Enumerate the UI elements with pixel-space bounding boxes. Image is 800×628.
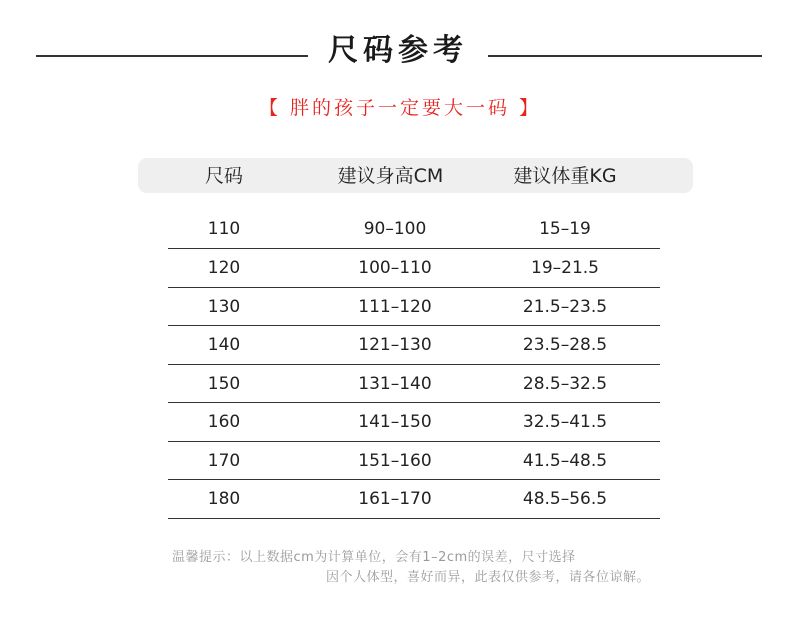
page-title: 尺码参考 (328, 33, 468, 68)
cell-size: 170 (207, 450, 241, 471)
cell-height: 100–110 (358, 258, 432, 278)
cell-height: 131–140 (358, 373, 432, 394)
cell-height: 121–130 (358, 335, 432, 355)
table-row (168, 365, 660, 404)
table-row (168, 403, 660, 442)
table-row (168, 210, 660, 249)
cell-weight: 32.5–41.5 (522, 412, 608, 432)
footnote (150, 548, 650, 588)
cell-weight: 19–21.5 (531, 258, 599, 278)
table-row (168, 480, 660, 519)
cell-size: 150 (207, 373, 241, 394)
cell-size: 180 (207, 489, 241, 509)
footnote-line-1: 温馨提示：以上数据cm为计算单位，会有1–2cm的误差，尺寸选择 (172, 550, 576, 565)
subtitle-note: 【 胖的孩子一定要大一码 】 (258, 97, 542, 119)
cell-size: 160 (207, 412, 241, 432)
cell-height: 151–160 (358, 450, 432, 471)
title-divider-right (488, 55, 762, 57)
cell-size: 140 (207, 335, 241, 355)
cell-weight: 41.5–48.5 (522, 450, 608, 471)
cell-weight: 15–19 (539, 219, 591, 239)
header-size: 尺码 (204, 165, 243, 187)
header-weight: 建议体重KG (513, 165, 617, 187)
cell-size: 120 (207, 258, 241, 278)
size-table (168, 210, 660, 519)
cell-weight: 23.5–28.5 (522, 335, 608, 355)
cell-height: 141–150 (358, 412, 432, 432)
table-header (138, 158, 693, 193)
cell-size: 110 (207, 219, 241, 239)
table-row (168, 442, 660, 481)
cell-height: 111–120 (358, 296, 432, 317)
title-divider-left (36, 55, 308, 57)
table-row (168, 249, 660, 288)
cell-height: 90–100 (363, 219, 427, 239)
cell-weight: 21.5–23.5 (522, 296, 608, 317)
footnote-line-2: 因个人体型，喜好而异，此表仅供参考，请各位谅解。 (325, 570, 650, 585)
table-row (168, 326, 660, 365)
cell-weight: 48.5–56.5 (522, 489, 608, 509)
title-row (36, 28, 762, 74)
cell-weight: 28.5–32.5 (522, 373, 608, 394)
table-row (168, 288, 660, 327)
cell-height: 161–170 (358, 489, 432, 509)
cell-size: 130 (207, 296, 241, 317)
header-height: 建议身高CM (337, 165, 444, 187)
